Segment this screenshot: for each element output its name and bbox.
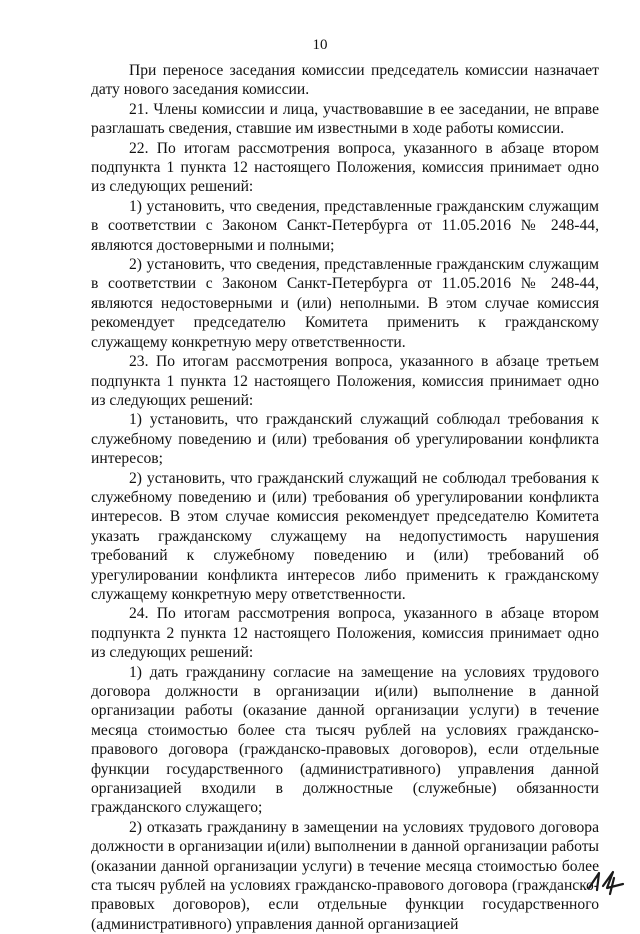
document-body xyxy=(91,61,599,934)
handwritten-page-mark xyxy=(583,866,627,896)
paragraph-22-item-1: 1) установить, что сведения, представленные гражданским служащим в соответствии с Законом Санкт-Петербурга от 11.05.2016 № 248-44, являются достоверными и полными; xyxy=(91,197,599,254)
paragraph-22-item-2: 2) установить, что сведения, представленные гражданским служащим в соответствии с Законом Санкт-Петербурга от 11.05.2016 № 248-44, являются недостоверными и (или) неполными. В этом случае комиссия рекомендует председателю Комитета применить к гражданскому служащему конкретную меру ответственности. xyxy=(91,256,599,351)
page-number: 10 xyxy=(312,37,328,53)
paragraph-22: 22. По итогам рассмотрения вопроса, указанного в абзаце втором подпункта 1 пункта 12 настоящего Положения, комиссия принимает одно из следующих решений: xyxy=(91,139,599,196)
paragraph-24: 24. По итогам рассмотрения вопроса, указанного в абзаце втором подпункта 2 пункта 12 настоящего Положения, комиссия принимает одно из следующих решений: xyxy=(91,605,599,662)
paragraph-24-item-2: 2) отказать гражданину в замещении на условиях трудового договора должности в организации и(или) выполнении в данной организации работы (оказании данной организации услуги) в течение месяца стоимостью более ста тысяч рублей на условиях гражданско-правового договора (гражданско-правовых договоров), если отдельные функции государственного (административного) управления данной организацией xyxy=(91,818,599,933)
paragraph-24-item-1: 1) дать гражданину согласие на замещение на условиях трудового договора должности в организации и(или) выполнение в данной организации работы (оказание данной организации услуги) в течение месяца стоимостью более ста тысяч рублей на условиях гражданско-правового договора (гражданско-правовых договоров), если отдельные функции государственного (административного) управления данной организацией входили в должностные (служебные) обязанности гражданского служащего; xyxy=(91,663,599,817)
paragraph-23-item-2: 2) установить, что гражданский служащий не соблюдал требования к служебному поведению и (или) требования об урегулировании конфликта интересов. В этом случае комиссия рекомендует председателю Комитета указать гражданскому служащему на недопустимость нарушения требований к служебному поведению и (или) требований об урегулировании конфликта интересов либо применить к гражданскому служащему конкретную меру ответственности. xyxy=(91,469,599,603)
paragraph-meeting-transfer: При переносе заседания комиссии председатель комиссии назначает дату нового заседания комиссии. xyxy=(91,62,599,99)
paragraph-23-item-1: 1) установить, что гражданский служащий соблюдал требования к служебному поведению и (или) требования об урегулировании конфликта интересов; xyxy=(91,411,599,468)
paragraph-21: 21. Члены комиссии и лица, участвовавшие в ее заседании, не вправе разглашать сведения, ставшие им известными в ходе работы комиссии. xyxy=(91,100,599,138)
paragraph-23: 23. По итогам рассмотрения вопроса, указанного в абзаце третьем подпункта 1 пункта 12 настоящего Положения, комиссия принимает одно из следующих решений: xyxy=(91,353,599,409)
